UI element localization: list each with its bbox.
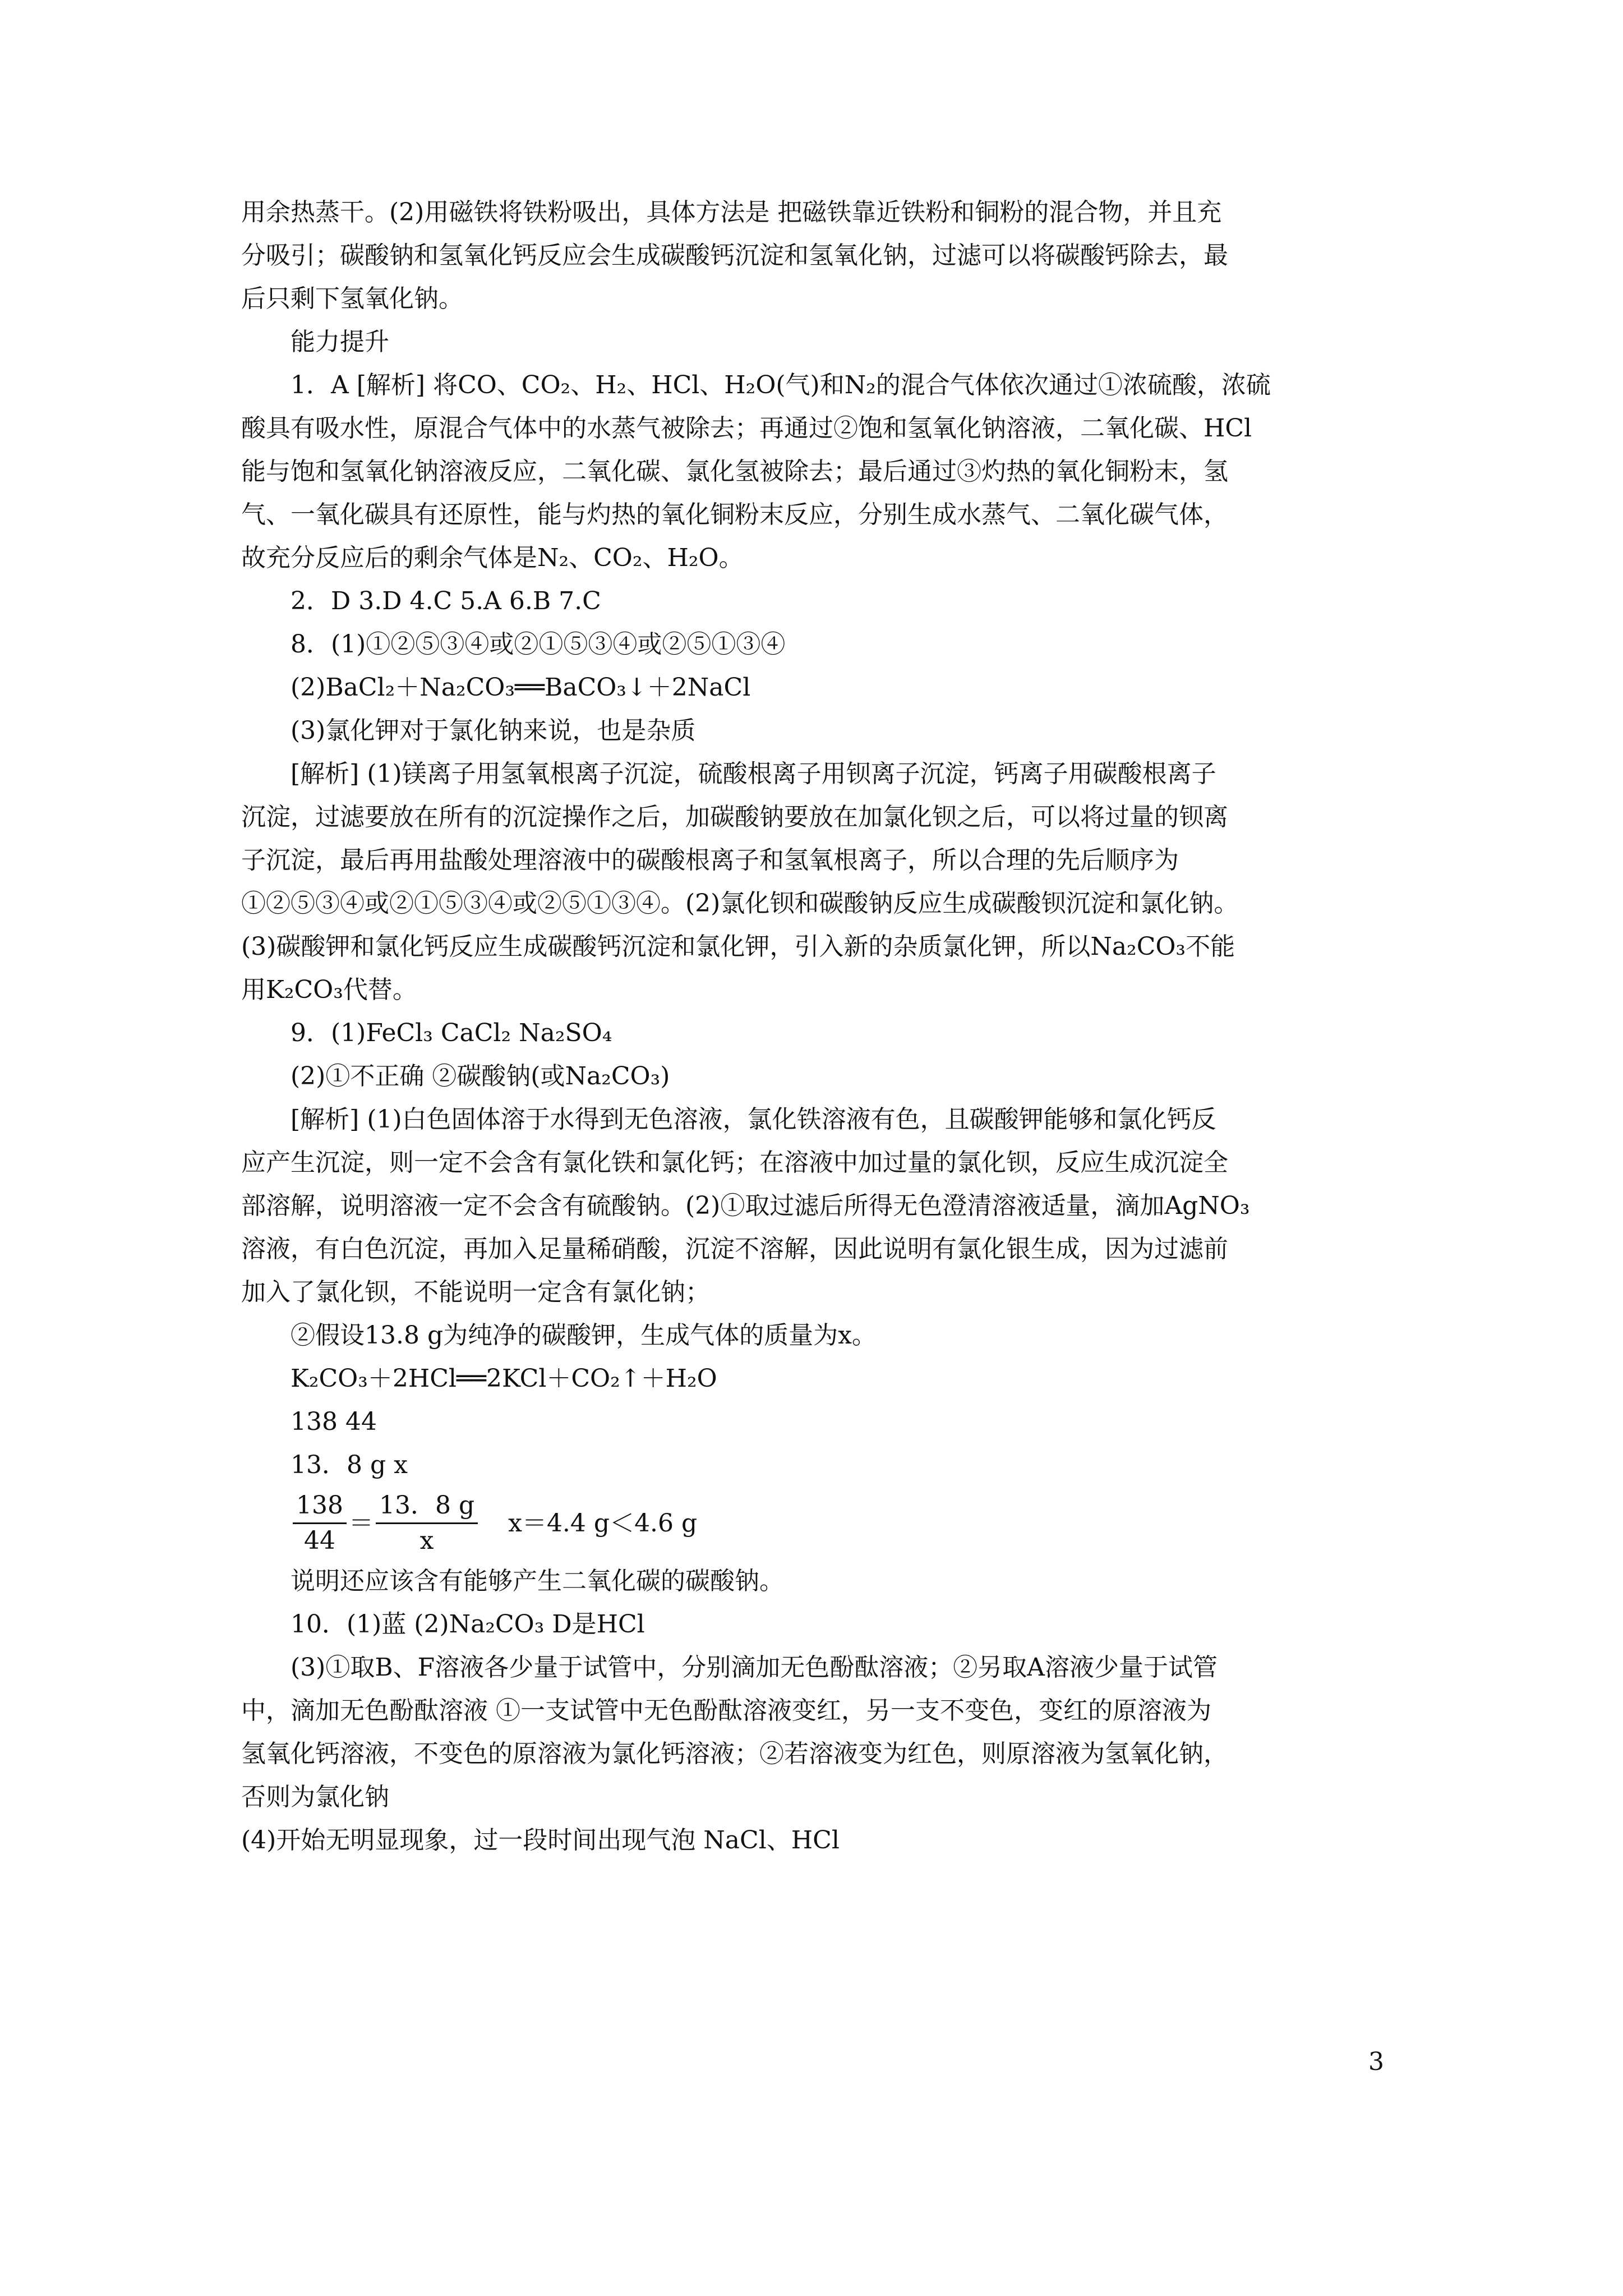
text-line: (3)①取B、F溶液各少量于试管中，分别滴加无色酚酞溶液；②另取A溶液少量于试管 bbox=[291, 1653, 1218, 1682]
text-line: 子沉淀，最后再用盐酸处理溶液中的碳酸根离子和氢氧根离子，所以合理的先后顺序为 bbox=[241, 846, 1179, 875]
equation-line: (2)BaCl₂＋Na₂CO₃══BaCO₃↓＋2NaCl bbox=[291, 673, 751, 702]
text-line: 气、一氧化碳具有还原性，能与灼热的氧化铜粉末反应，分别生成水蒸气、二氧化碳气体， bbox=[241, 500, 1228, 529]
page-number: 3 bbox=[1368, 2047, 1384, 2076]
text-line: 后只剩下氢氧化钠。 bbox=[241, 284, 463, 313]
text-line: 用余热蒸干。(2)用磁铁将铁粉吸出，具体方法是 把磁铁靠近铁粉和铜粉的混合物，并且充 bbox=[241, 198, 1222, 227]
text-line: 否则为氯化钠 bbox=[241, 1783, 389, 1811]
text-line: [解析] (1)白色固体溶于水得到无色溶液，氯化铁溶液有色，且碳酸钾能够和氯化钙反 bbox=[291, 1105, 1216, 1134]
text-line: 中，滴加无色酚酞溶液 ①一支试管中无色酚酞溶液变红，另一支不变色，变红的原溶液为 bbox=[241, 1696, 1211, 1725]
text-line: (3)氯化钾对于氯化钠来说，也是杂质 bbox=[291, 716, 696, 745]
fraction-left bbox=[293, 1489, 347, 1558]
text-line: 故充分反应后的剩余气体是N₂、CO₂、H₂O。 bbox=[241, 544, 744, 572]
text-line: (3)碳酸钾和氯化钙反应生成碳酸钙沉淀和氯化钾，引入新的杂质氯化钾，所以Na₂CO₃不能 bbox=[241, 932, 1235, 961]
section-heading: 能力提升 bbox=[291, 328, 389, 356]
text-line: 酸具有吸水性，原混合气体中的水蒸气被除去；再通过②饱和氢氧化钠溶液，二氧化碳、HCl bbox=[241, 414, 1252, 443]
text-line: 8．(1)①②⑤③④或②①⑤③④或②⑤①③④ bbox=[291, 630, 786, 659]
text-line: 溶液，有白色沉淀，再加入足量稀硝酸，沉淀不溶解，因此说明有氯化银生成，因为过滤前 bbox=[241, 1235, 1228, 1263]
text-line: 说明还应该含有能够产生二氧化碳的碳酸钠。 bbox=[291, 1567, 784, 1595]
text-line: 9．(1)FeCl₃ CaCl₂ Na₂SO₄ bbox=[291, 1019, 612, 1047]
fraction-numerator: 13．8 g bbox=[376, 1489, 478, 1524]
text-line: 部溶解，说明溶液一定不会含有硫酸钠。(2)①取过滤后所得无色澄清溶液适量，滴加AgNO₃ bbox=[241, 1191, 1250, 1220]
text-line: 2．D 3.D 4.C 5.A 6.B 7.C bbox=[291, 587, 601, 615]
text-line: ②假设13.8 g为纯净的碳酸钾，生成气体的质量为x。 bbox=[291, 1321, 877, 1350]
text-line: 10．(1)蓝 (2)Na₂CO₃ D是HCl bbox=[291, 1610, 645, 1639]
text-line: 加入了氯化钡，不能说明一定含有氯化钠； bbox=[241, 1278, 710, 1306]
text-line: (4)开始无明显现象，过一段时间出现气泡 NaCl、HCl bbox=[241, 1826, 840, 1855]
text-line: 138 44 bbox=[291, 1407, 377, 1436]
fraction-denominator: x bbox=[419, 1526, 434, 1555]
fraction-result: x＝4.4 g＜4.6 g bbox=[508, 1508, 698, 1538]
fraction-numerator: 138 bbox=[293, 1489, 347, 1524]
text-line: 用K₂CO₃代替。 bbox=[241, 976, 417, 1004]
text-line: 能与饱和氢氧化钠溶液反应，二氧化碳、氯化氢被除去；最后通过③灼热的氧化铜粉末，氢 bbox=[241, 457, 1228, 486]
fraction-equation bbox=[241, 1487, 1396, 1559]
text-line: 1．A [解析] 将CO、CO₂、H₂、HCl、H₂O(气)和N₂的混合气体依次通过①浓硫酸，浓硫 bbox=[291, 371, 1271, 399]
text-line: 分吸引；碳酸钠和氢氧化钙反应会生成碳酸钙沉淀和氢氧化钠，过滤可以将碳酸钙除去，最 bbox=[241, 241, 1228, 270]
text-line: 应产生沉淀，则一定不会含有氯化铁和氯化钙；在溶液中加过量的氯化钡，反应生成沉淀全 bbox=[241, 1148, 1228, 1177]
text-line: 氢氧化钙溶液，不变色的原溶液为氯化钙溶液；②若溶液变为红色，则原溶液为氢氧化钠， bbox=[241, 1740, 1228, 1768]
fraction-denominator: 44 bbox=[303, 1526, 335, 1555]
text-line: [解析] (1)镁离子用氢氧根离子沉淀，硫酸根离子用钡离子沉淀，钙离子用碳酸根离子 bbox=[291, 760, 1216, 788]
text-line: (2)①不正确 ②碳酸钠(或Na₂CO₃) bbox=[291, 1062, 670, 1091]
fraction-right bbox=[376, 1489, 478, 1558]
equals-sign: ＝ bbox=[348, 1508, 374, 1538]
text-line: 13．8 g x bbox=[291, 1451, 408, 1479]
equation-line: K₂CO₃＋2HCl══2KCl＋CO₂↑＋H₂O bbox=[291, 1364, 717, 1393]
text-line: ①②⑤③④或②①⑤③④或②⑤①③④。(2)氯化钡和碳酸钠反应生成碳酸钡沉淀和氯化钠。 bbox=[241, 889, 1239, 918]
answer-text bbox=[241, 191, 1396, 1862]
text-line: 沉淀，过滤要放在所有的沉淀操作之后，加碳酸钠要放在加氯化钡之后，可以将过量的钡离 bbox=[241, 803, 1228, 831]
